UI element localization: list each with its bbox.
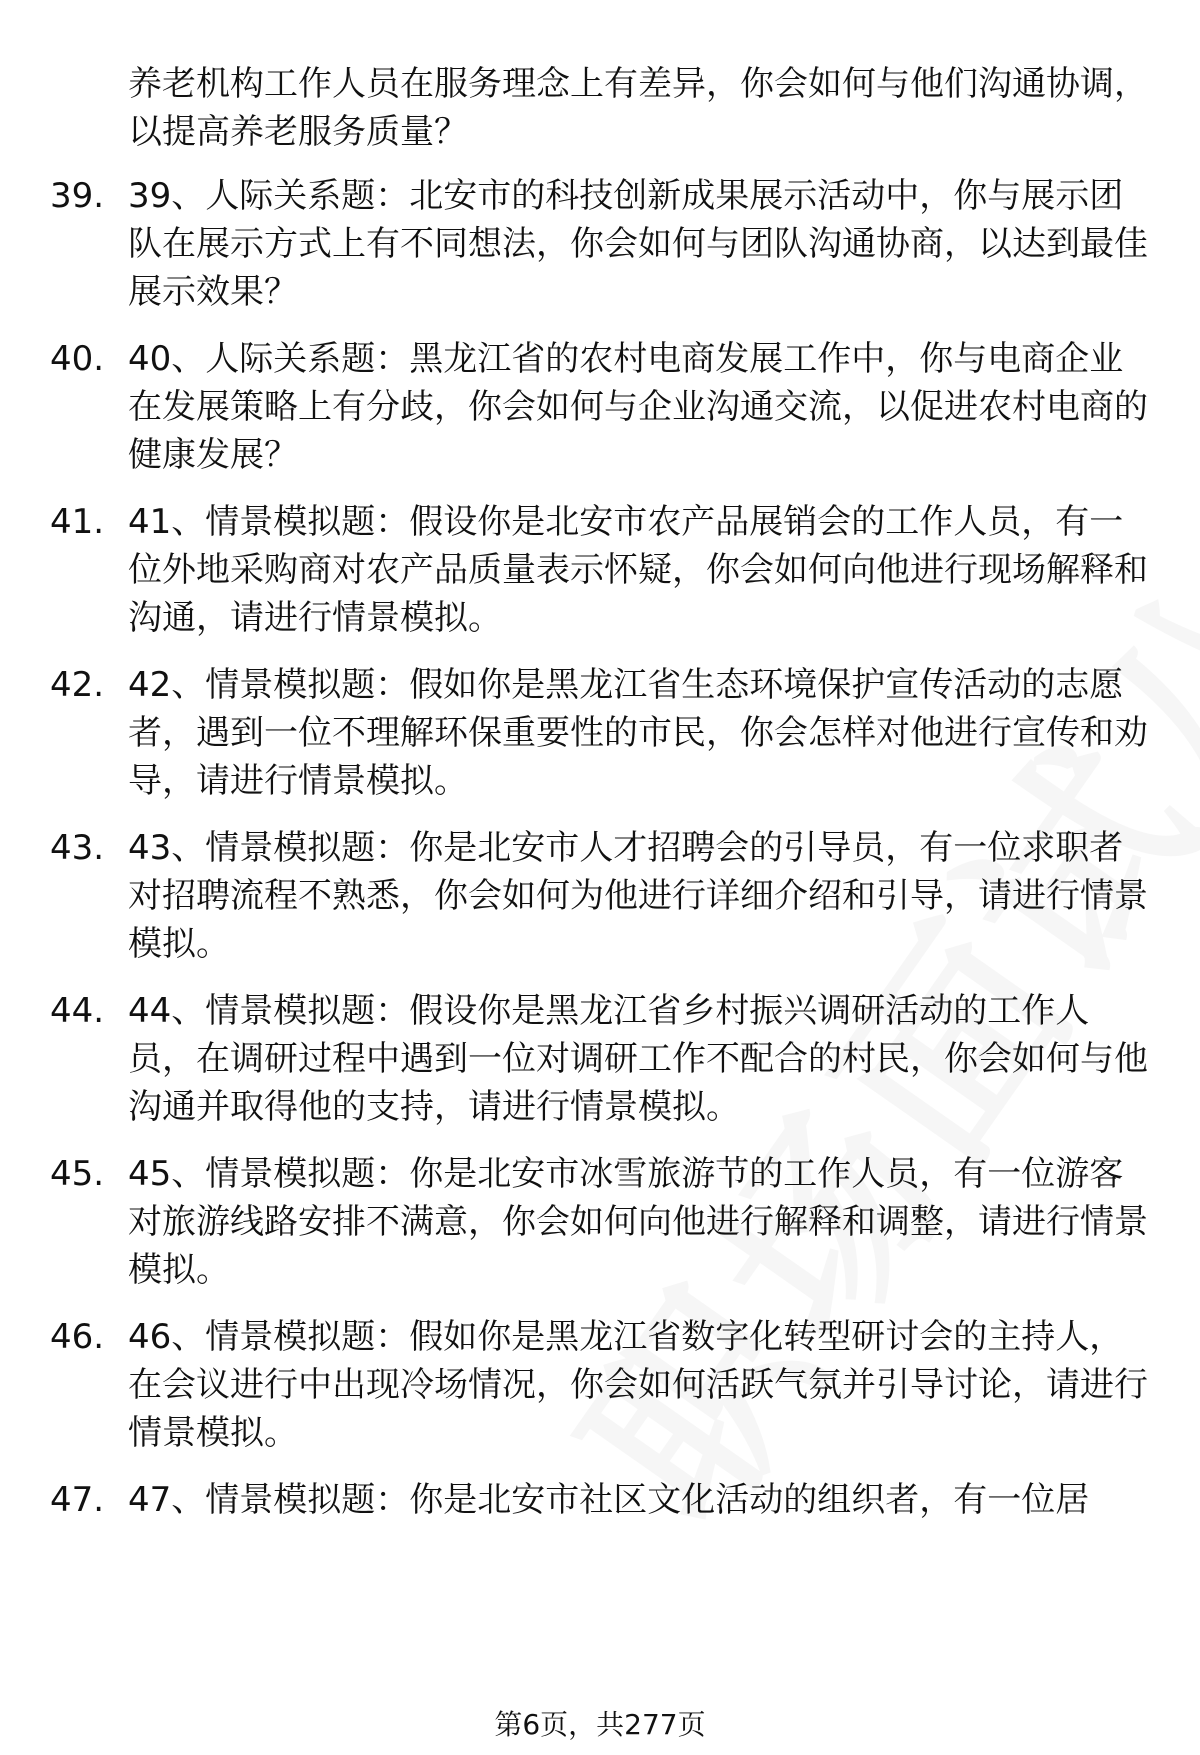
item-text: 46、情景模拟题：假如你是黑龙江省数字化转型研讨会的主持人，在会议进行中出现冷场情况，你会如何活跃气氛并引导讨论，请进行情景模拟。 xyxy=(128,1317,1148,1453)
list-item xyxy=(50,987,1150,1137)
list-item xyxy=(50,335,1150,485)
item-number: 39. xyxy=(50,176,105,216)
list-item xyxy=(50,1150,1150,1300)
list-item xyxy=(50,172,1150,322)
page-footer: 第6页，共277页 xyxy=(494,1708,706,1741)
item-number: 47. xyxy=(50,1480,105,1520)
item-text: 42、情景模拟题：假如你是黑龙江省生态环境保护宣传活动的志愿者，遇到一位不理解环保重要性的市民，你会怎样对他进行宣传和劝导，请进行情景模拟。 xyxy=(128,665,1148,801)
item-text: 44、情景模拟题：假设你是黑龙江省乡村振兴调研活动的工作人员，在调研过程中遇到一位对调研工作不配合的村民，你会如何与他沟通并取得他的支持，请进行情景模拟。 xyxy=(128,991,1148,1127)
item-text: 47、情景模拟题：你是北安市社区文化活动的组织者，有一位居 xyxy=(128,1480,1090,1520)
item-number: 44. xyxy=(50,991,105,1031)
item-number: 41. xyxy=(50,502,105,542)
continuation-text: 养老机构工作人员在服务理念上有差异，你会如何与他们沟通协调，以提高养老服务质量？ xyxy=(128,64,1148,152)
item-text: 43、情景模拟题：你是北安市人才招聘会的引导员，有一位求职者对招聘流程不熟悉，你会如何为他进行详细介绍和引导，请进行情景模拟。 xyxy=(128,828,1148,964)
item-number: 43. xyxy=(50,828,105,868)
item-text: 40、人际关系题：黑龙江省的农村电商发展工作中，你与电商企业在发展策略上有分歧，你会如何与企业沟通交流，以促进农村电商的健康发展？ xyxy=(128,339,1148,475)
item-number: 45. xyxy=(50,1154,105,1194)
list-item xyxy=(50,1313,1150,1463)
list-item xyxy=(50,824,1150,974)
item-number: 40. xyxy=(50,339,105,379)
list-item xyxy=(50,661,1150,811)
item-number: 42. xyxy=(50,665,105,705)
item-number: 46. xyxy=(50,1317,105,1357)
item-text: 45、情景模拟题：你是北安市冰雪旅游节的工作人员，有一位游客对旅游线路安排不满意，你会如何向他进行解释和调整，请进行情景模拟。 xyxy=(128,1154,1148,1290)
item-text: 41、情景模拟题：假设你是北安市农产品展销会的工作人员，有一位外地采购商对农产品质量表示怀疑，你会如何向他进行现场解释和沟通，请进行情景模拟。 xyxy=(128,502,1148,638)
list-item xyxy=(50,498,1150,648)
list-item xyxy=(50,1476,1150,1528)
item-text: 39、人际关系题：北安市的科技创新成果展示活动中，你与展示团队在展示方式上有不同想法，你会如何与团队沟通协商，以达到最佳展示效果？ xyxy=(128,176,1148,312)
